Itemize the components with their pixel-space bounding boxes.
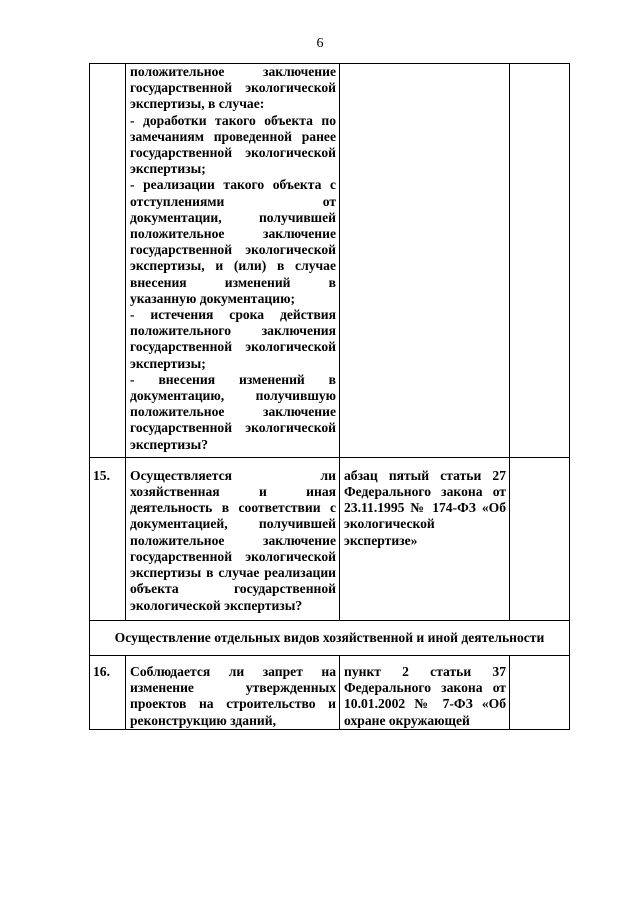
question-cell <box>126 64 340 458</box>
note-cell <box>510 64 570 458</box>
section-row <box>90 620 570 655</box>
row-number <box>90 64 126 458</box>
question-paragraph: положительное заключение государственной экологической экспертизы, в случае: <box>130 64 336 112</box>
question-paragraph: - доработки такого объекта по замечаниям проведенной ранее государственной экологической экспертизы; <box>130 112 336 177</box>
table-row <box>90 64 570 458</box>
reference-cell <box>340 64 510 458</box>
question-paragraph: - реализации такого объекта с отступлениями от документации, получившей положительное заключение государственной экологической экспертизы, и (или) в случае внесения изменений в указанную документацию; <box>130 177 336 306</box>
question-cell: Соблюдается ли запрет на изменение утвержденных проектов на строительство и реконструкцию зданий, <box>126 655 340 729</box>
requirements-table <box>89 63 570 730</box>
note-cell <box>510 655 570 729</box>
row-number: 16. <box>90 655 126 729</box>
question-paragraph: - внесения изменений в документацию, получившую положительное заключение государственной экологической экспертизы? <box>130 371 336 452</box>
question-paragraph: - истечения срока действия положительного заключения государственной экологической экспертизы; <box>130 307 336 371</box>
page-number: 6 <box>316 36 324 51</box>
table-row <box>90 457 570 620</box>
table-row <box>90 655 570 729</box>
reference-cell: абзац пятый статьи 27 Федерального закона от 23.11.1995 № 174-ФЗ «Об экологической экспертизе» <box>340 457 510 620</box>
row-number: 15. <box>90 457 126 620</box>
section-heading: Осуществление отдельных видов хозяйственной и иной деятельности <box>90 620 570 655</box>
reference-cell: пункт 2 статьи 37 Федерального закона от 10.01.2002 № 7-ФЗ «Об охране окружающей <box>340 655 510 729</box>
note-cell <box>510 457 570 620</box>
question-cell <box>126 457 340 620</box>
question-paragraph: Осуществляется ли хозяйственная и иная деятельность в соответствии с документацией, получившей положительное заключение государственной экологической экспертизы в случае реализации объекта государственной экологической экспертизы? <box>130 467 336 613</box>
